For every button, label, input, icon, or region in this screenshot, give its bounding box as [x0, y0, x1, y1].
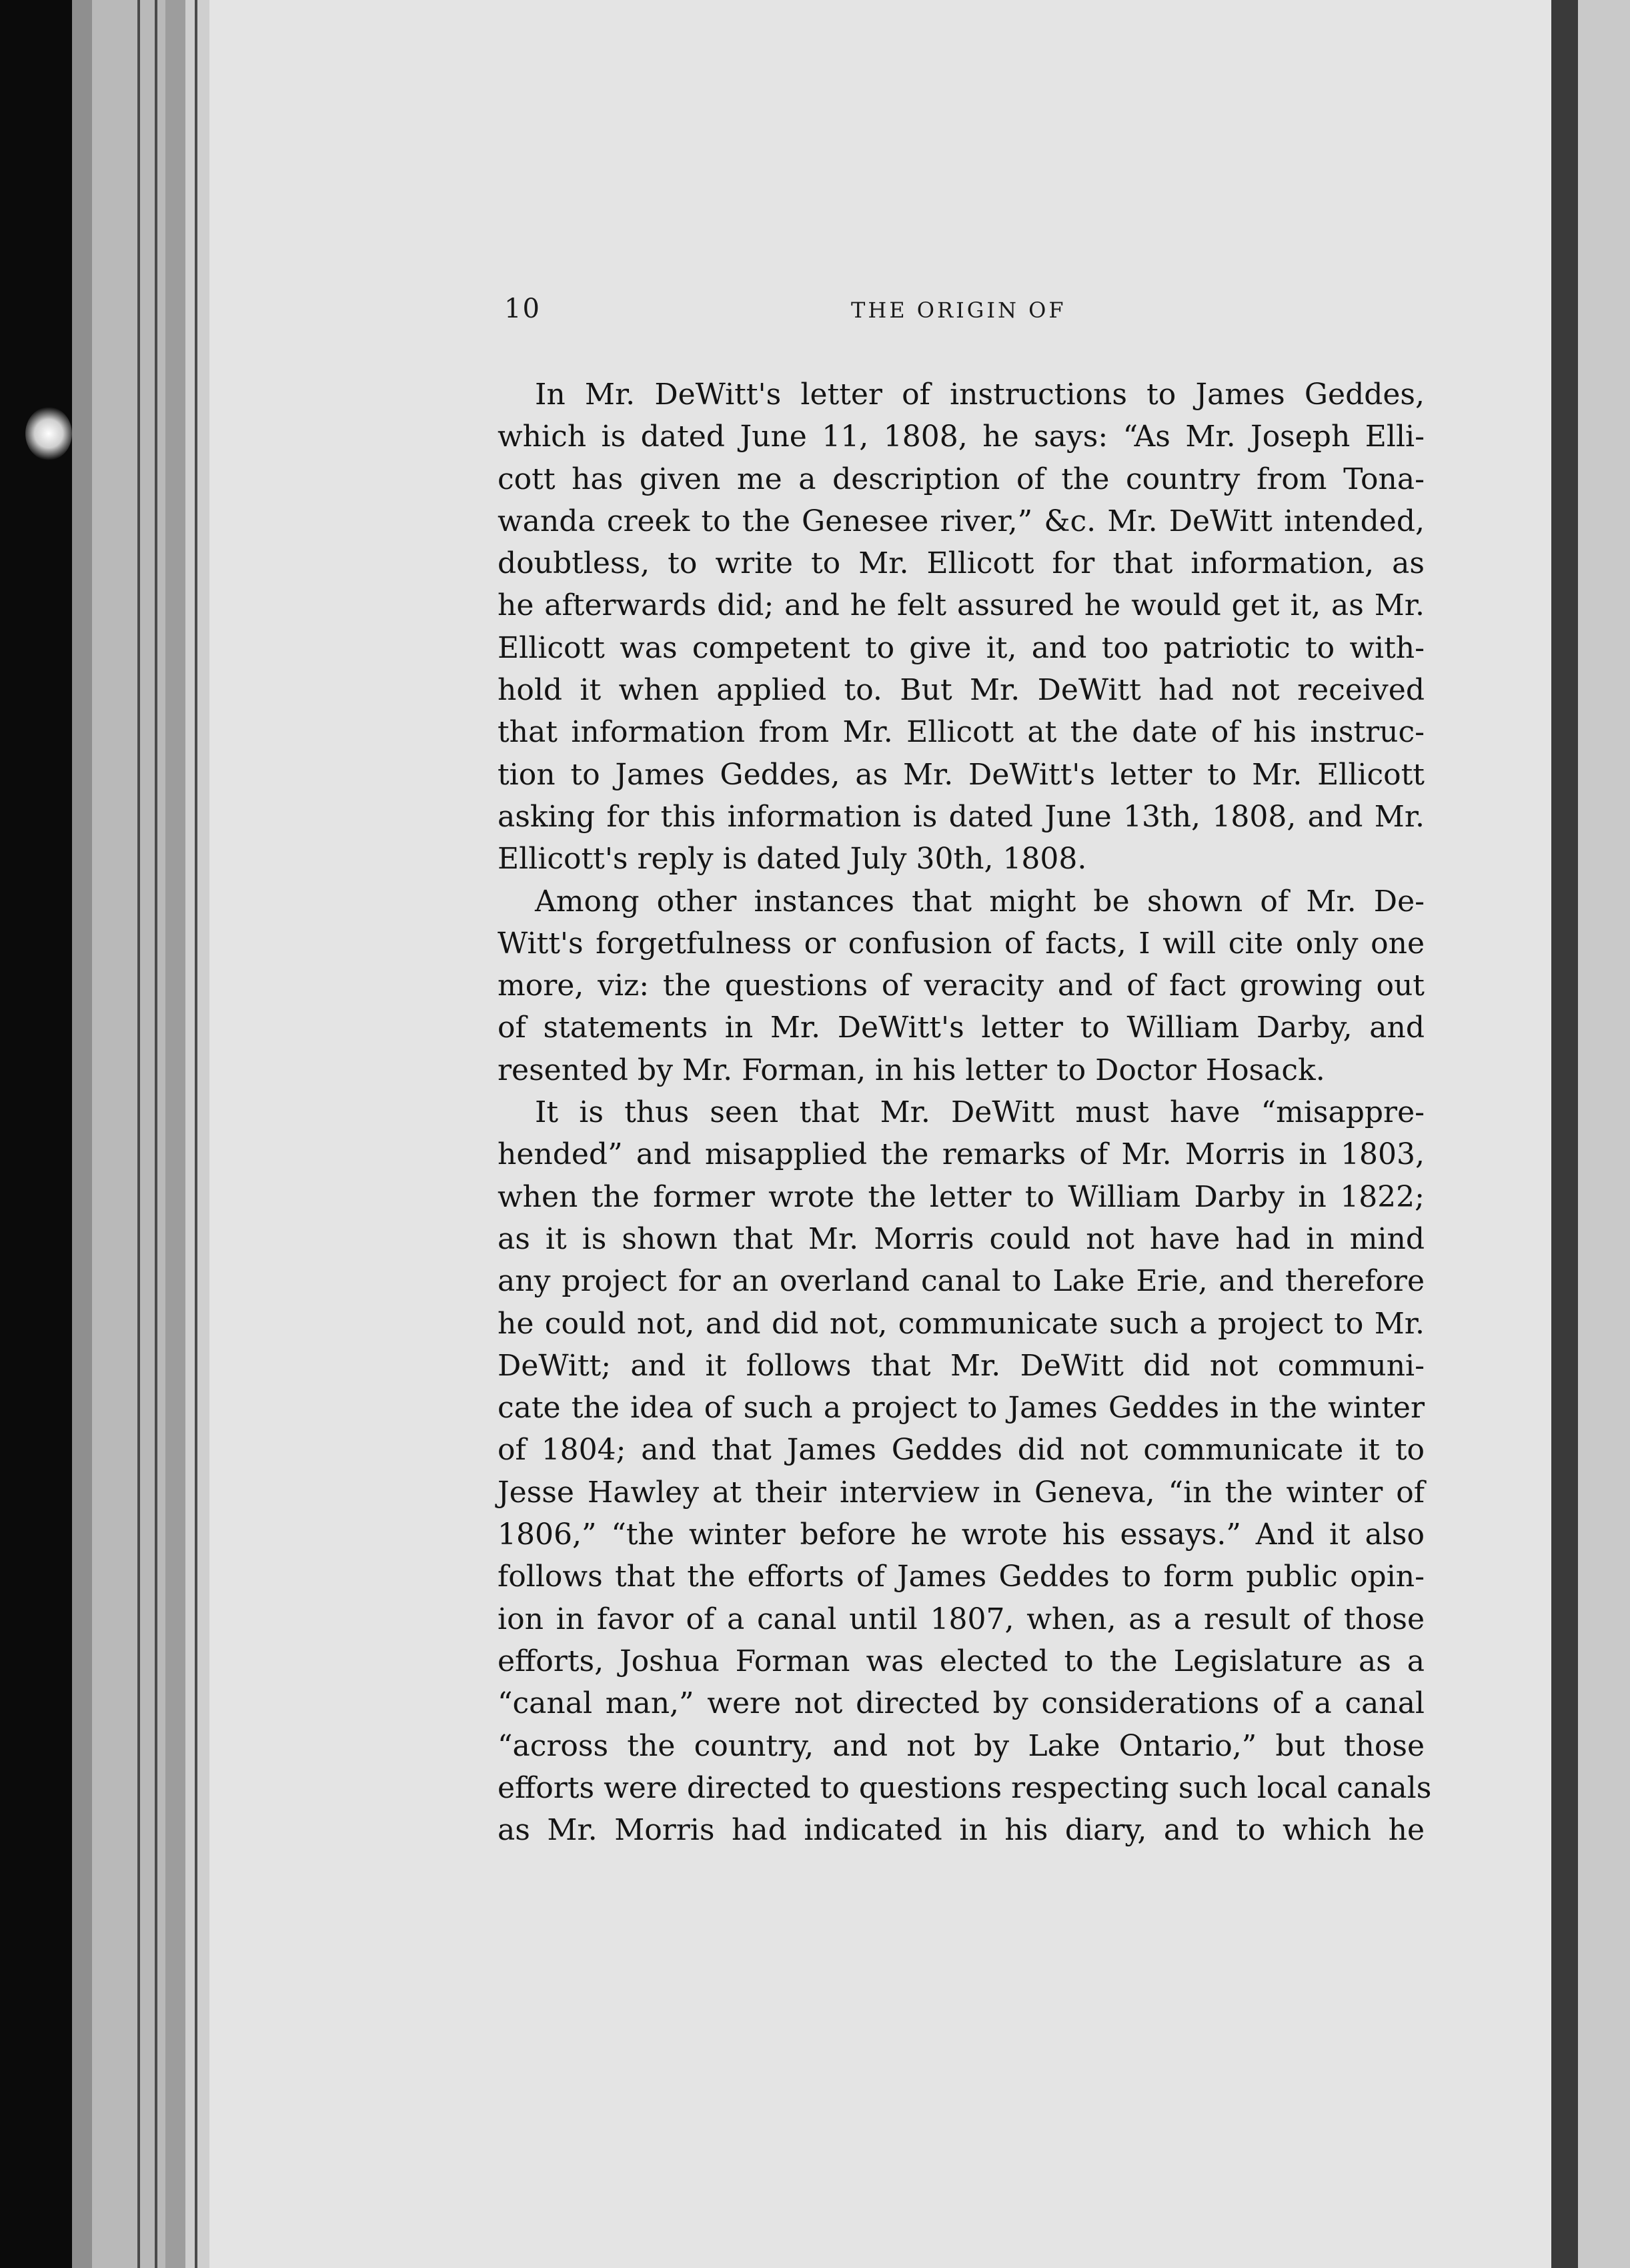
page-edge-outer: [72, 0, 92, 2268]
text-line: In Mr. DeWitt's letter of instructions to James Geddes,: [535, 378, 1425, 412]
page-edge-shadow: [165, 0, 185, 2268]
running-title: THE ORIGIN OF: [851, 298, 1066, 323]
text-line: hended” and misapplied the remarks of Mr. Morris in 1803,: [498, 1137, 1425, 1172]
text-line: 1806,” “the winter before he wrote his essays.” And it also: [498, 1518, 1425, 1552]
text-line: he afterwards did; and he felt assured he would get it, as Mr.: [498, 588, 1425, 623]
text-line: of statements in Mr. DeWitt's letter to William Darby, and: [498, 1011, 1425, 1045]
text-line: follows that the efforts of James Geddes to form public opin-: [498, 1560, 1425, 1594]
text-line: he could not, and did not, communicate such a project to Mr.: [498, 1306, 1425, 1341]
text-line: as Mr. Morris had indicated in his diary, and to which he: [498, 1813, 1425, 1848]
text-line: Ellicott's reply is dated July 30th, 1808.: [498, 842, 1087, 877]
text-line: Among other instances that might be shown of Mr. De-: [535, 884, 1425, 919]
text-line: more, viz: the questions of veracity and of fact growing out: [498, 969, 1425, 1003]
gutter-shadow: [1551, 0, 1578, 2268]
text-line: of 1804; and that James Geddes did not communicate it to: [498, 1433, 1425, 1468]
text-line: as it is shown that Mr. Morris could not have had in mind: [498, 1221, 1425, 1256]
text-line: Witt's forgetfulness or confusion of facts, I will cite only one: [498, 926, 1425, 961]
running-head: [504, 294, 1418, 334]
text-line: any project for an overland canal to Lake Erie, and therefore: [498, 1264, 1425, 1299]
text-line: cott has given me a description of the country from Tona-: [498, 462, 1425, 496]
page-edge-line: [195, 0, 197, 2268]
text-line: asking for this information is dated June 13th, 1808, and Mr.: [498, 799, 1425, 834]
text-line: when the former wrote the letter to William Darby in 1822;: [498, 1179, 1425, 1214]
text-line: Jesse Hawley at their interview in Geneva, “in the winter of: [498, 1475, 1425, 1510]
text-line: resented by Mr. Forman, in his letter to Doctor Hosack.: [498, 1053, 1325, 1087]
text-line: DeWitt; and it follows that Mr. DeWitt did not communi-: [498, 1348, 1425, 1383]
text-line: cate the idea of such a project to James Geddes in the winter: [498, 1391, 1425, 1426]
text-line: Ellicott was competent to give it, and too patriotic to with-: [498, 630, 1425, 665]
page-edge-line: [155, 0, 157, 2268]
text-line: “canal man,” were not directed by considerations of a canal: [498, 1686, 1425, 1721]
text-line: hold it when applied to. But Mr. DeWitt had not received: [498, 673, 1425, 708]
text-line: doubtless, to write to Mr. Ellicott for that information, as: [498, 546, 1425, 581]
text-line: which is dated June 11, 1808, he says: “As Mr. Joseph Elli-: [498, 420, 1425, 454]
text-line: wanda creek to the Genesee river,” &c. Mr. DeWitt intended,: [498, 504, 1425, 538]
text-line: It is thus seen that Mr. DeWitt must have “misappre-: [535, 1095, 1425, 1130]
text-line: ion in favor of a canal until 1807, when, as a result of those: [498, 1602, 1425, 1636]
page-edge-line: [137, 0, 140, 2268]
text-line: efforts, Joshua Forman was elected to the Legislature as a: [498, 1644, 1425, 1678]
text-line: tion to James Geddes, as Mr. DeWitt's letter to Mr. Ellicott: [498, 757, 1425, 792]
body-text: [498, 374, 1432, 1851]
page-number: 10: [504, 294, 541, 324]
light-glare: [25, 407, 72, 460]
text-line: efforts were directed to questions respecting such local canals: [498, 1770, 1432, 1805]
text-line: that information from Mr. Ellicott at the date of his instruc-: [498, 715, 1425, 750]
facing-page-edge: [1578, 0, 1630, 2268]
page-edge-inner: [185, 0, 209, 2268]
text-line: “across the country, and not by Lake Ontario,” but those: [498, 1728, 1425, 1763]
